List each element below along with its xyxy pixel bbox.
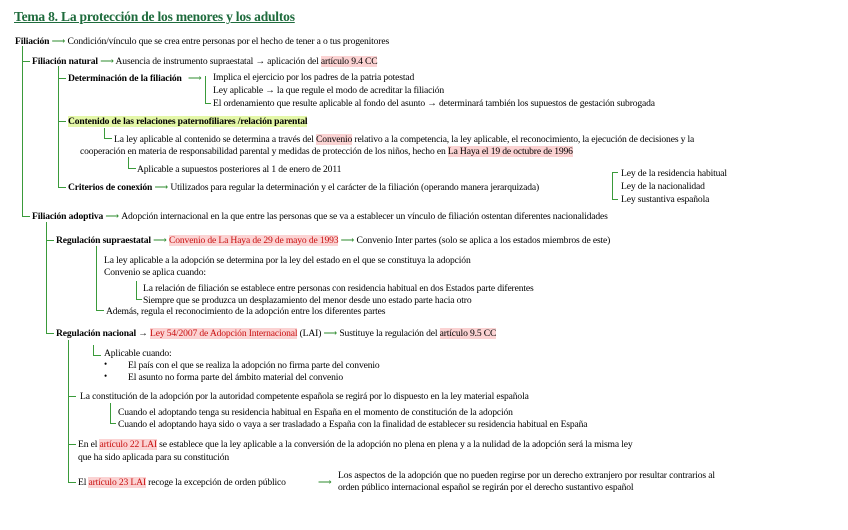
arrow-icon: ⟶ (100, 56, 114, 67)
supra-line: Convenio se aplica cuando: (104, 267, 206, 278)
tree-line (22, 61, 30, 62)
filiacion-definition: Condición/vínculo que se crea entre personas por el hecho de tener a o tus progenitores (67, 36, 390, 47)
haya-1996-ref: La Haya el 19 de octubre de 1996 (447, 146, 573, 157)
supra-line: Siempre que se produzca un desplazamiento del menor desde uno estado parte hacia otro (143, 295, 472, 306)
criterio-item: Ley sustantiva española (621, 194, 710, 205)
art22-text: se establece que la ley aplicable a la conversión de la adopción no plena en plena y a la nulidad de la adopción será la misma ley (156, 439, 633, 450)
nacional-label: Regulación nacional (56, 328, 137, 339)
filiacion-label: Filiación (15, 36, 50, 47)
determinacion-label: Determinación de la filiación (68, 73, 182, 84)
natural-article: artículo 9.4 CC (320, 56, 378, 67)
art23-text: recoge la excepción de orden público (145, 477, 286, 488)
supra-label: Regulación supraestatal (56, 235, 151, 246)
tree-line (68, 444, 76, 445)
arrow-icon: ⟶ (323, 328, 340, 339)
arrow-icon: ⟶ (153, 235, 169, 246)
bullet-icon: • (104, 371, 108, 381)
nacional-row (56, 328, 496, 339)
orden-publico-line2: orden público internacional español se regirán por el derecho sustantivo español (338, 482, 634, 493)
art22-row (78, 439, 633, 450)
arrow-icon: → (255, 56, 268, 67)
arrow-icon: → (138, 328, 150, 339)
determinacion-item: Implica el ejercicio por los padres de la patria potestad (213, 72, 415, 83)
nacional-aplicable: Aplicable cuando: (104, 348, 172, 359)
supra-row (56, 235, 610, 246)
tree-line (96, 310, 104, 311)
natural-label: Filiación natural (32, 56, 98, 67)
orden-publico-line1: Los aspectos de la adopción que no pueden regirse por un derecho extranjero por resultar contrarios al (338, 470, 715, 481)
contenido-paragraph-line2 (80, 146, 573, 157)
nacional-sustituye: Sustituye la regulación del (339, 328, 440, 339)
criterios-text: Utilizados para regular la determinación y el carácter de la filiación (operando manera jerarquizada) (170, 182, 540, 193)
bracket-line (612, 199, 618, 200)
supra-line: La relación de filiación se establece entre personas con residencia habitual en dos Estados parte diferentes (143, 283, 534, 294)
adoptiva-label: Filiación adoptiva (32, 211, 104, 222)
art22-ref: artículo 22 LAI (99, 439, 157, 450)
criterios-row (68, 182, 539, 193)
supra-line: La ley aplicable a la adopción se determina por la ley del estado en el que se constituya la adopción (104, 255, 471, 266)
art23-ref: artículo 23 LAI (88, 477, 146, 488)
bracket-line (612, 172, 613, 200)
art22-pre: En el (78, 439, 100, 450)
contenido-text: La ley aplicable al contenido se determina a través del (114, 134, 317, 145)
natural-row (32, 56, 377, 67)
contenido-paragraph-line1 (114, 134, 694, 145)
bracket-line (110, 403, 111, 424)
supra-inter: Convenio Inter partes (solo se aplica a los estados miembros de este) (356, 235, 611, 246)
contenido-label: Contenido de las relaciones paternofiliares /relación parental (68, 116, 308, 127)
filiacion-row (15, 36, 389, 47)
tree-line (58, 121, 66, 122)
tree-line (58, 78, 66, 79)
bracket-line (136, 281, 137, 300)
tree-line (22, 46, 23, 216)
bracket-line (136, 299, 142, 300)
art23-row (78, 477, 286, 488)
nacional-constitucion: La constitución de la adopción por la autoridad competente española se regirá por lo dispuesto en la ley material española (80, 391, 529, 402)
bracket-line (612, 172, 618, 173)
tree-line (128, 168, 136, 169)
criterios-label: Criterios de conexión (68, 182, 153, 193)
constitucion-case: Cuando el adoptando haya sido o vaya a ser trasladado a España con la finalidad de establecer su residencia habitual en España (118, 419, 588, 430)
nacional-bullet: El país con el que se realiza la adopción no firma parte del convenio (128, 360, 380, 371)
tree-line (68, 482, 76, 483)
lai-abbrev: (LAI) (297, 328, 322, 339)
convenio-1993-ref: Convenio de La Haya de 29 de mayo de 1993 (169, 235, 339, 246)
criterio-item: Ley de la residencia habitual (621, 168, 727, 179)
arrow-icon: ⟶ (188, 73, 202, 84)
nacional-bullet: El asunto no forma parte del ámbito material del convenio (128, 372, 343, 383)
tree-line (104, 138, 112, 139)
bracket-line (205, 76, 206, 104)
convenio-ref: Convenio (316, 134, 353, 145)
bracket-line (110, 423, 116, 424)
tree-line (68, 396, 76, 397)
ley-54-2007-ref: Ley 54/2007 de Adopción Internacional (150, 328, 298, 339)
contenido-text: relativo a la competencia, la ley aplicable, el reconocimiento, la ejecución de decisiones y la (352, 134, 695, 145)
tree-line (22, 216, 30, 217)
arrow-icon: ⟶ (318, 477, 332, 488)
tree-line (93, 355, 101, 356)
contenido-text: cooperación en materia de responsabilidad parental y medidas de protección de los niños, hecho en (80, 146, 448, 157)
tree-line (46, 333, 54, 334)
determinacion-item: El ordenamiento que resulte aplicable al fondo del asunto → determinará también los supuestos de gestación subrogada (213, 98, 655, 109)
natural-text2: aplicación del (267, 56, 321, 67)
tree-line (68, 340, 69, 482)
arrow-icon: ⟶ (154, 182, 171, 193)
natural-text1: Ausencia de instrumento supraestatal (115, 56, 254, 67)
bullet-icon: • (104, 359, 108, 369)
determinacion-item: Ley aplicable → la que regule el modo de acreditar la filiación (213, 85, 445, 96)
tree-line (96, 246, 97, 310)
criterio-item: Ley de la nacionalidad (621, 181, 705, 192)
adoptiva-text: Adopción internacional en la que entre las personas que se va a establecer un vínculo de filiación ostentan diferentes nacionalidades (121, 211, 608, 222)
bracket-line (205, 103, 211, 104)
tree-line (46, 240, 54, 241)
art-95-ref: artículo 9.5 CC (439, 328, 497, 339)
art22-line2: que ha sido aplicada para su constitución (78, 452, 230, 463)
tree-line (46, 222, 47, 334)
tree-line (58, 66, 59, 188)
arrow-icon: ⟶ (105, 211, 122, 222)
constitucion-case: Cuando el adoptando tenga su residencia habitual en España en el momento de constitución de la adopción (118, 407, 513, 418)
tree-line (58, 187, 66, 188)
arrow-icon: ⟶ (51, 36, 68, 47)
arrow-icon: ⟶ (340, 235, 357, 246)
supra-line: Además, regula el reconocimiento de la adopción entre los diferentes partes (106, 306, 386, 317)
page-title: Tema 8. La protección de los menores y los adultos (14, 9, 295, 24)
contenido-aplicable: Aplicable a supuestos posteriores al 1 de enero de 2011 (137, 164, 342, 175)
adoptiva-row (32, 211, 608, 222)
art23-pre: El (78, 477, 89, 488)
